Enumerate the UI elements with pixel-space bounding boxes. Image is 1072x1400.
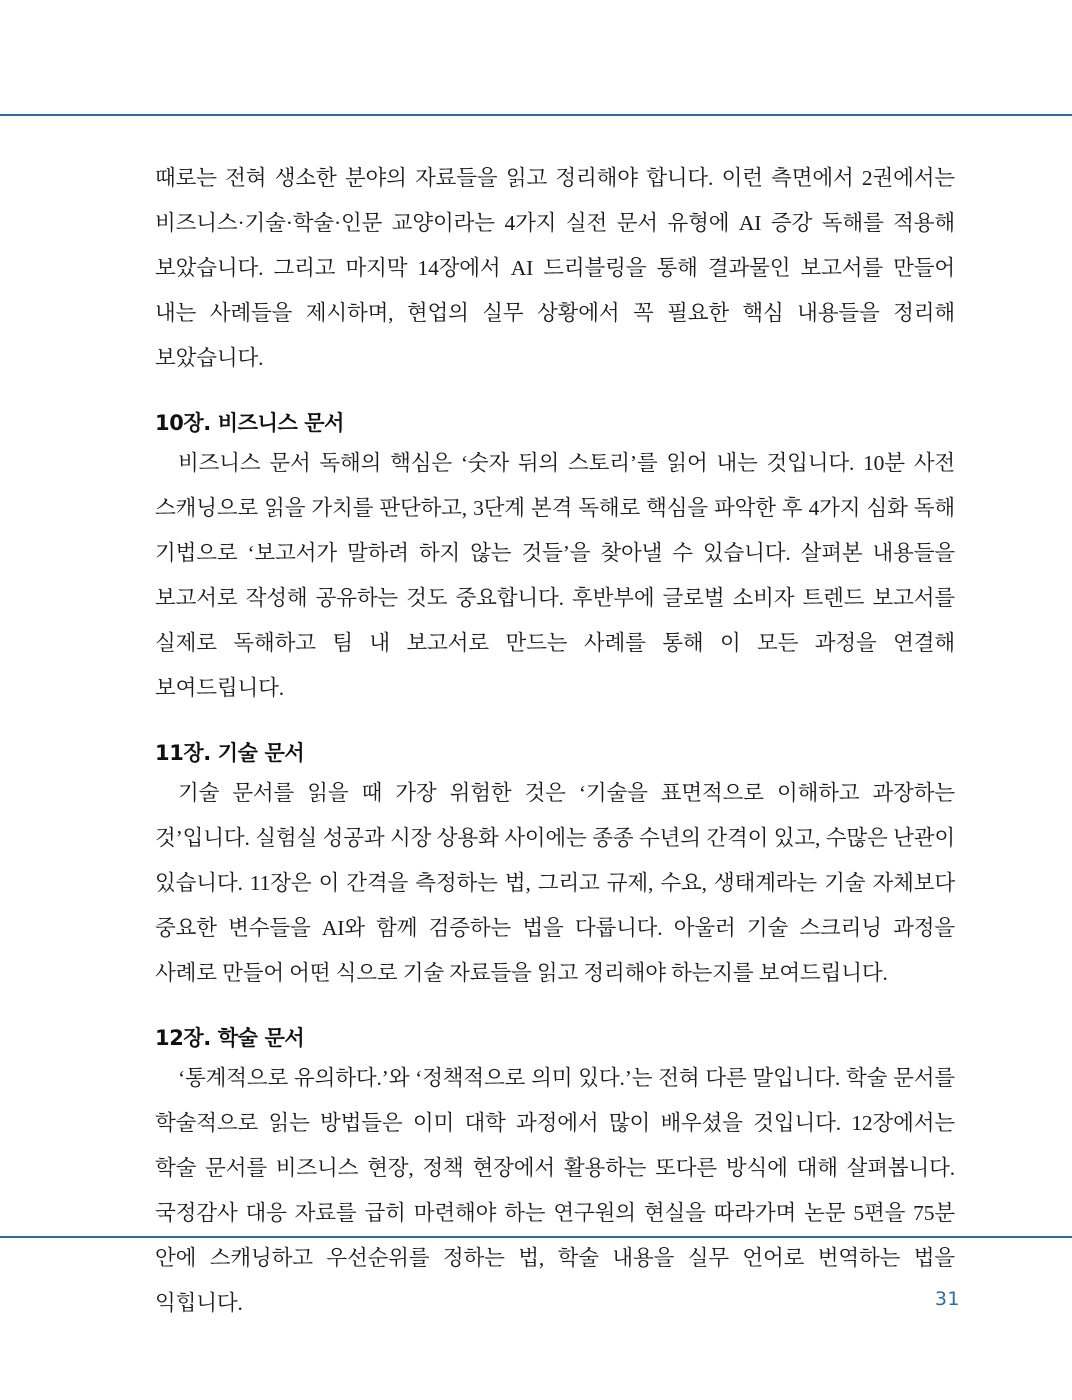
intro-block xyxy=(155,156,955,381)
section-business xyxy=(155,407,955,711)
page-number: 31 xyxy=(934,1288,960,1310)
page-content xyxy=(155,156,955,1326)
section-body-12: ‘통계적으로 유의하다.’와 ‘정책적으로 의미 있다.’는 전혀 다른 말입니다. 학술 문서를 학술적으로 읽는 방법들은 이미 대학 과정에서 많이 배우셨을 것입니다. 12장에서는 학술 문서를 비즈니스 현장, 정책 현장에서 활용하는 또다른 방식에 대해 살펴봅니다. 국정감사 대응 자료를 급히 마련해야 하는 연구원의 현실을 따라가며 논문 5편을 75분 안에 스캐닝하고 우선순위를 정하는 법, 학술 내용을 실무 언어로 번역하는 법을 익힙니다. xyxy=(155,1066,955,1315)
section-body-10: 비즈니스 문서 독해의 핵심은 ‘숫자 뒤의 스토리’를 읽어 내는 것입니다. 10분 사전 스캐닝으로 읽을 가치를 판단하고, 3단계 본격 독해로 핵심을 파악한 후 4가지 심화 독해 기법으로 ‘보고서가 말하려 하지 않는 것들’을 찾아낼 수 있습니다. 살펴본 내용들을 보고서로 작성해 공유하는 것도 중요합니다. 후반부에 글로벌 소비자 트렌드 보고서를 실제로 독해하고 팀 내 보고서로 만드는 사례를 통해 이 모든 과정을 연결해 보여드립니다. xyxy=(155,451,955,700)
section-academic xyxy=(155,1022,955,1326)
section-heading-12: 12장. 학술 문서 xyxy=(155,1026,305,1050)
section-technical xyxy=(155,737,955,996)
section-heading-11: 11장. 기술 문서 xyxy=(155,741,305,765)
section-body-11: 기술 문서를 읽을 때 가장 위험한 것은 ‘기술을 표면적으로 이해하고 과장하는 것’입니다. 실험실 성공과 시장 상용화 사이에는 종종 수년의 간격이 있고, 수많은 난관이 있습니다. 11장은 이 간격을 측정하는 법, 그리고 규제, 수요, 생태계라는 기술 자체보다 중요한 변수들을 AI와 함께 검증하는 법을 다룹니다. 아울러 기술 스크리닝 과정을 사례로 만들어 어떤 식으로 기술 자료들을 읽고 정리해야 하는지를 보여드립니다. xyxy=(155,781,955,985)
section-heading-10: 10장. 비즈니스 문서 xyxy=(155,411,345,435)
header-rule xyxy=(0,114,1072,116)
intro-paragraph: 때로는 전혀 생소한 분야의 자료들을 읽고 정리해야 합니다. 이런 측면에서 2권에서는 비즈니스·기술·학술·인문 교양이라는 4가지 실전 문서 유형에 AI 증강 독해를 적용해 보았습니다. 그리고 마지막 14장에서 AI 드리블링을 통해 결과물인 보고서를 만들어 내는 사례들을 제시하며, 현업의 실무 상황에서 꼭 필요한 핵심 내용들을 정리해 보았습니다. xyxy=(155,166,955,370)
